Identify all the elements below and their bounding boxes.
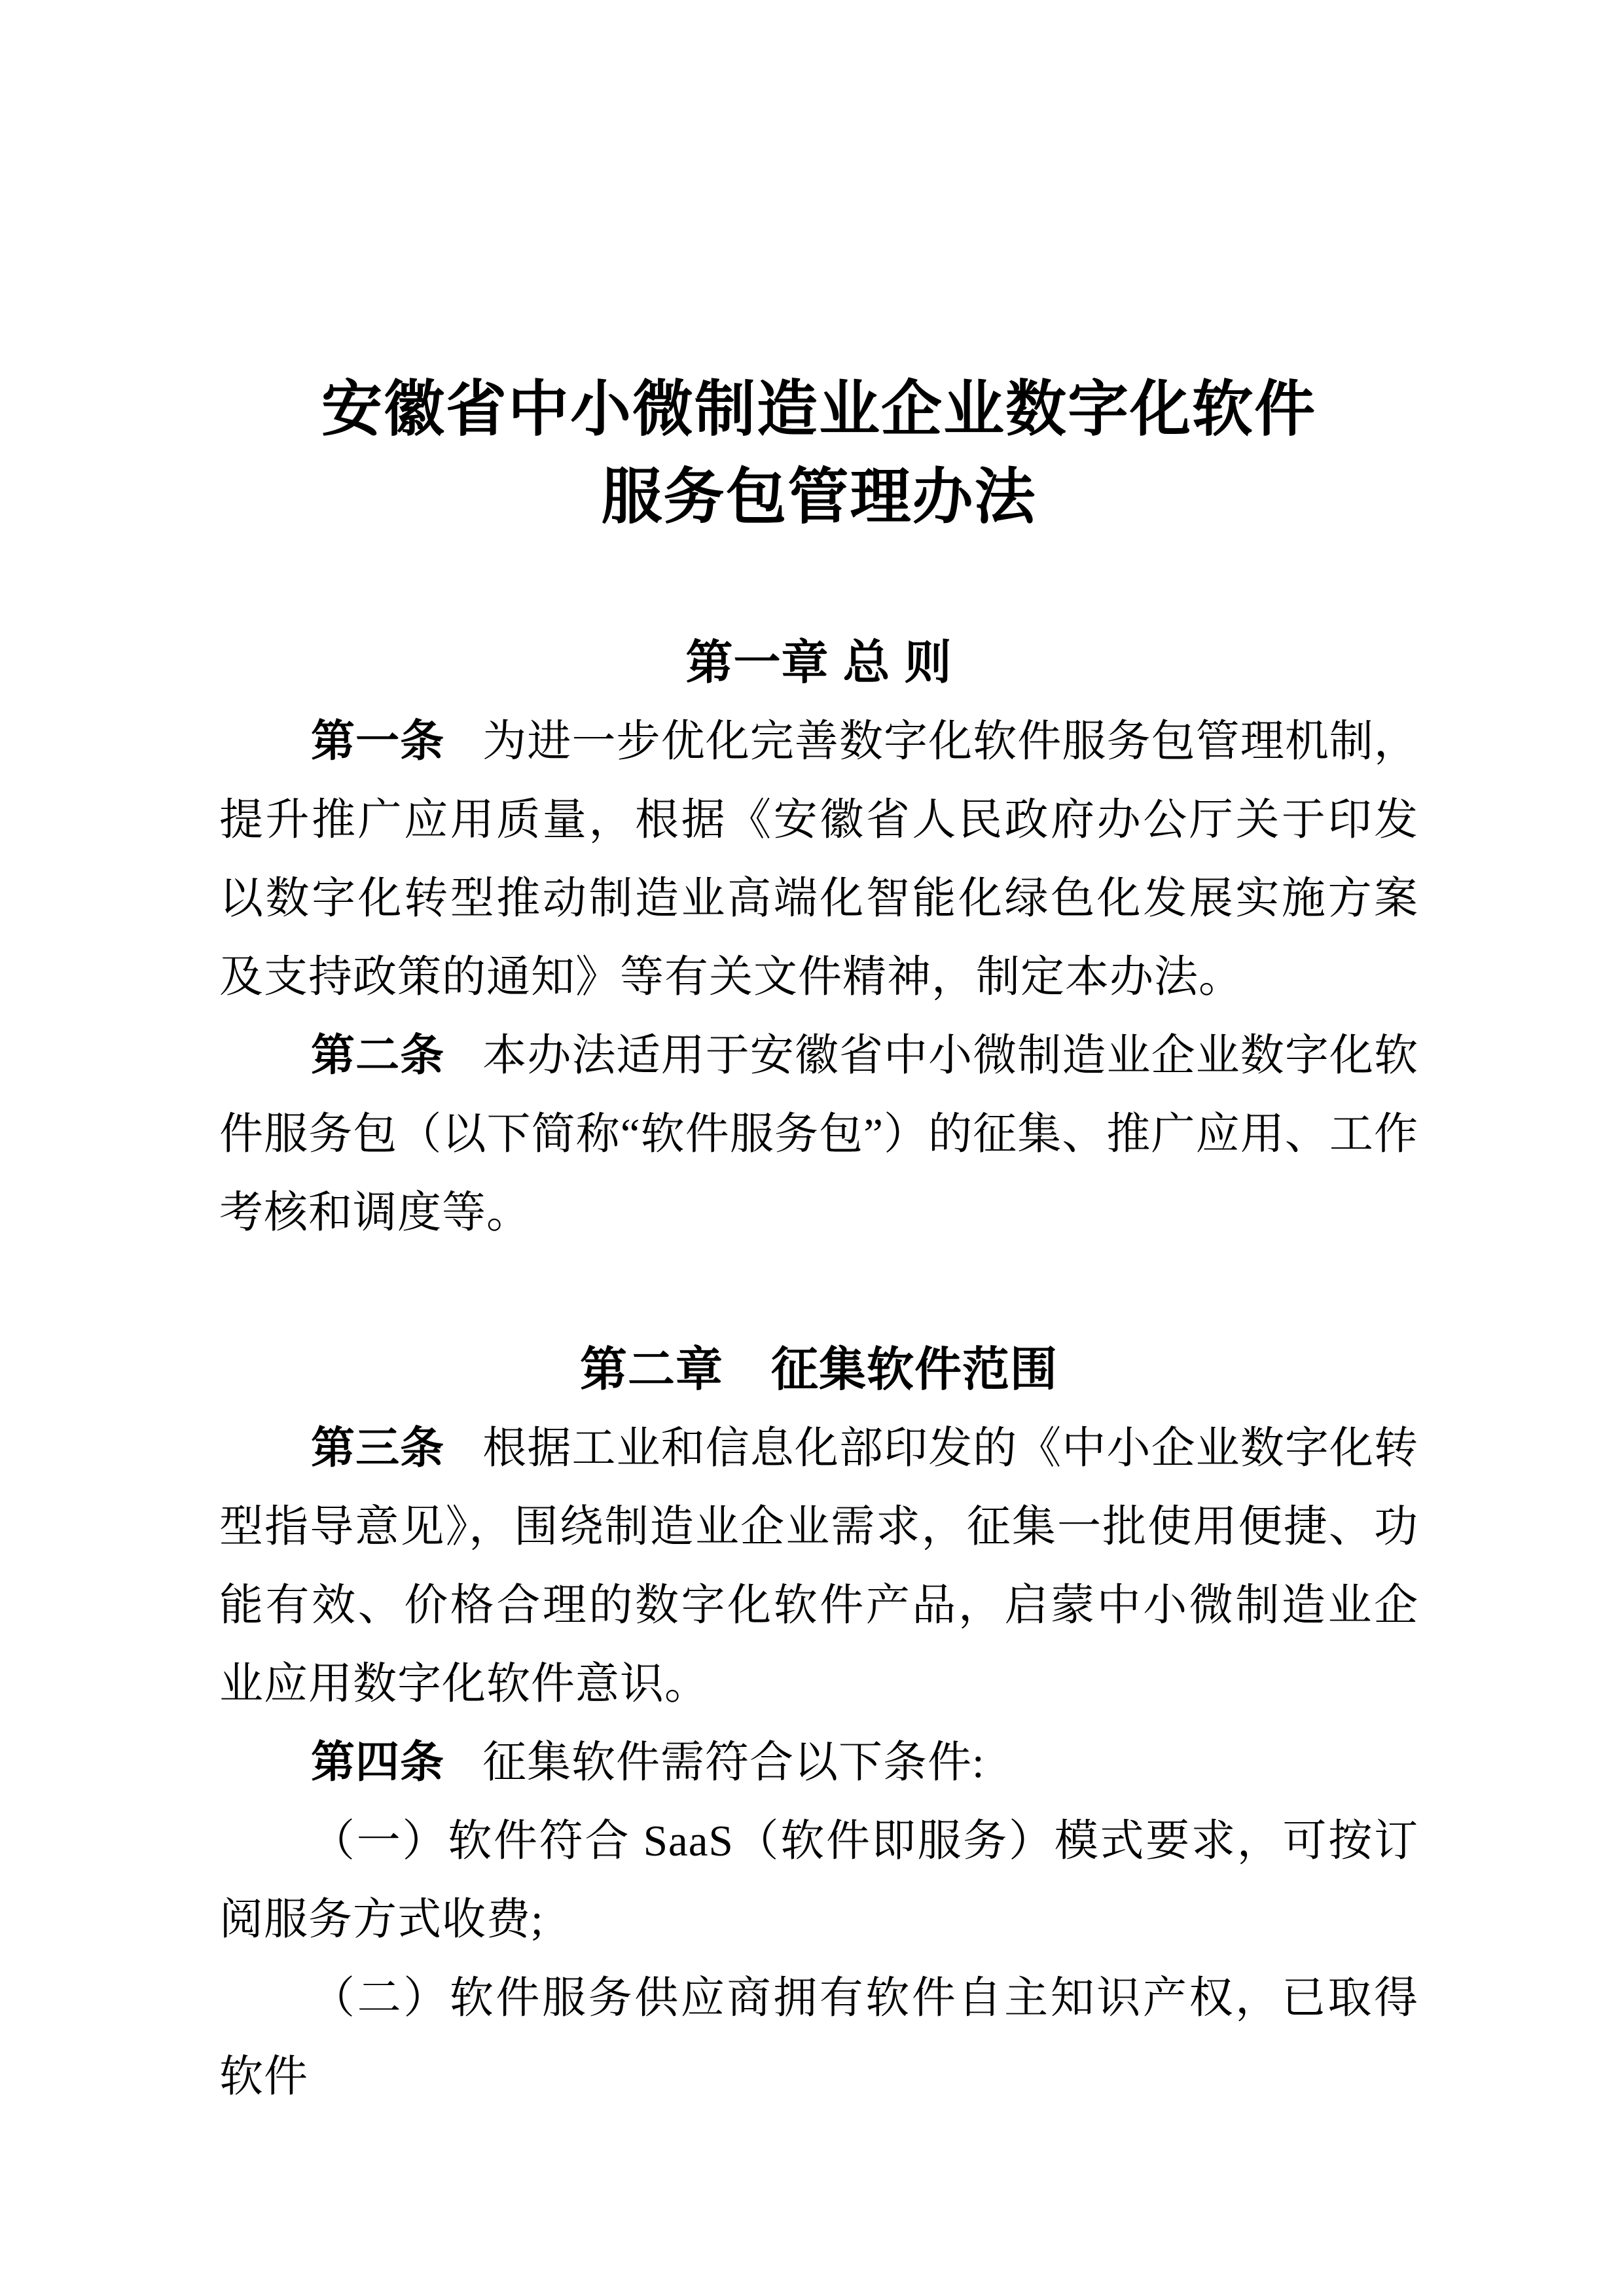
article-4-paragraph [219,1723,1418,1802]
chapter-1-heading: 第一章 总 则 [685,637,952,689]
article-3-text: 根据工业和信息化部印发的《中小企业数字化转型指导意见》，围绕制造业企业需求，征集一批使用便捷、功能有效、价格合理的数字化软件产品，启蒙中小微制造业企业应用数字化软件意识。 [219,1424,1419,1708]
document-title-line-2: 服务包管理办法 [601,464,1037,531]
article-2-number: 第二条 [311,1031,445,1080]
article-4-item-1 [219,1802,1418,1959]
article-4-number: 第四条 [311,1738,444,1787]
article-2-text: 本办法适用于安徽省中小微制造业企业数字化软件服务包（以下简称“软件服务包”）的征集、推广应用、工作考核和调度等。 [219,1031,1419,1237]
article-1-text: 为进一步优化完善数字化软件服务包管理机制，提升推广应用质量，根据《安徽省人民政府办公厅关于印发以数字化转型推动制造业高端化智能化绿色化发展实施方案及支持政策的通知》等有关文件精神，制定本办法。 [219,717,1419,1001]
article-3-paragraph [219,1409,1418,1723]
document-title-line-1: 安徽省中小微制造业企业数字化软件 [321,376,1316,444]
article-1-paragraph [219,702,1418,1016]
chapter-2-heading: 第二章 征集软件范围 [579,1344,1058,1396]
article-4-text: 征集软件需符合以下条件: [482,1738,985,1787]
article-4-item-1-text: （一）软件符合 SaaS（软件即服务）模式要求，可按订阅服务方式收费; [219,1817,1418,1944]
article-2-paragraph [219,1016,1418,1252]
article-1-number: 第一条 [311,717,445,766]
article-4-item-2-text: （二）软件服务供应商拥有软件自主知识产权，已取得软件 [219,1974,1418,2101]
article-4-item-2 [219,1959,1418,2116]
article-3-number: 第三条 [311,1424,445,1473]
document-title [219,367,1418,542]
